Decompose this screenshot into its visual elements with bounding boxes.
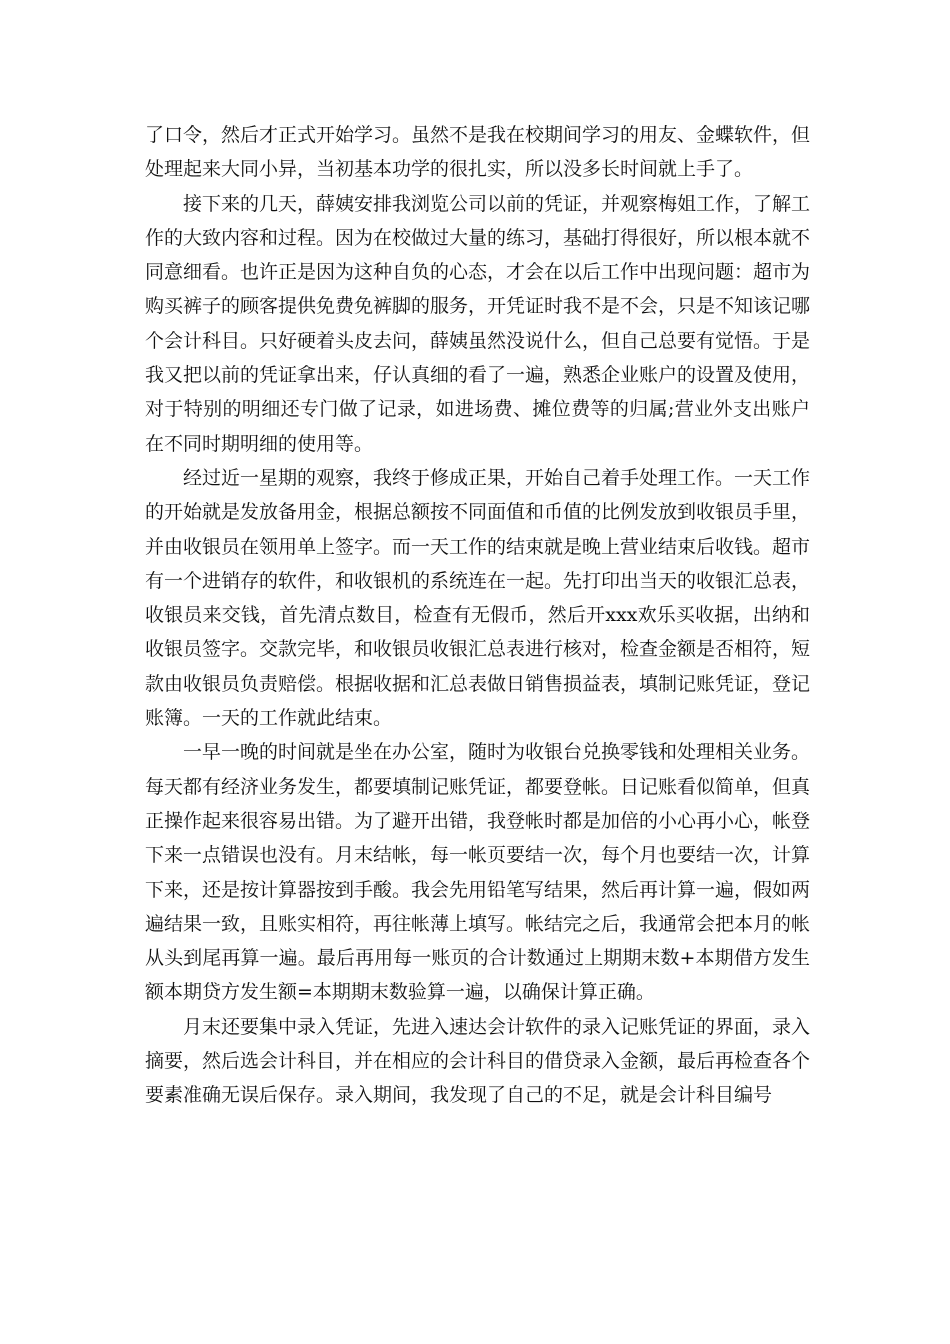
- paragraph-1: 了口令，然后才正式开始学习。虽然不是我在校期间学习的用友、金蝶软件，但处理起来大同小异，当初基本功学的很扎实，所以没多长时间就上手了。: [145, 124, 811, 181]
- paragraph-4: 一早一晚的时间就是坐在办公室，随时为收银台兑换零钱和处理相关业务。每天都有经济业务发生，都要填制记账凭证，都要登帐。日记账看似简单，但真正操作起来很容易出错。为了避开出错，我登帐时都是加倍的小心再小心，帐登下来一点错误也没有。月末结帐，每一帐页要结一次，每个月也要结一次，计算下来，还是按计算器按到手酸。我会先用铅笔写结果，然后再计算一遍，假如两遍结果一致，且账实相符，再往帐薄上填写。帐结完之后，我通常会把本月的帐从头到尾再算一遍。最后再用每一账页的合计数通过上期期末数+本期借方发生额本期贷方发生额=本期期末数验算一遍，以确保计算正确。: [145, 741, 811, 1004]
- paragraph-2: 接下来的几天，薛姨安排我浏览公司以前的凭证，并观察梅姐工作，了解工作的大致内容和过程。因为在校做过大量的练习，基础打得很好，所以根本就不同意细看。也许正是因为这种自负的心态，才会在以后工作中出现问题：超市为购买裤子的顾客提供免费免裤脚的服务，开凭证时我不是不会，只是不知该记哪个会计科目。只好硬着头皮去问，薛姨虽然没说什么，但自己总要有觉悟。于是我又把以前的凭证拿出来，仔认真细的看了一遍，熟悉企业账户的设置及使用，对于特别的明细还专门做了记录，如进场费、摊位费等的归属;营业外支出账户在不同时期明细的使用等。: [145, 192, 811, 455]
- paragraph-5: 月末还要集中录入凭证，先进入速达会计软件的录入记账凭证的界面，录入摘要，然后选会计科目，并在相应的会计科目的借贷录入金额，最后再检查各个要素准确无误后保存。录入期间，我发现了自己的不足，就是会计科目编号: [145, 1015, 811, 1107]
- paragraph-3: 经过近一星期的观察，我终于修成正果，开始自己着手处理工作。一天工作的开始就是发放备用金，根据总额按不同面值和币值的比例发放到收银员手里，并由收银员在领用单上签字。而一天工作的结束就是晚上营业结束后收钱。超市有一个进销存的软件，和收银机的系统连在一起。先打印出当天的收银汇总表，收银员来交钱，首先清点数目，检查有无假币，然后开xxx欢乐买收据，出纳和收银员签字。交款完毕，和收银员收银汇总表进行核对，检查金额是否相符，短款由收银员负责赔偿。根据收据和汇总表做日销售损益表，填制记账凭证，登记账簿。一天的工作就此结束。: [145, 466, 811, 730]
- document-body: [145, 118, 810, 1113]
